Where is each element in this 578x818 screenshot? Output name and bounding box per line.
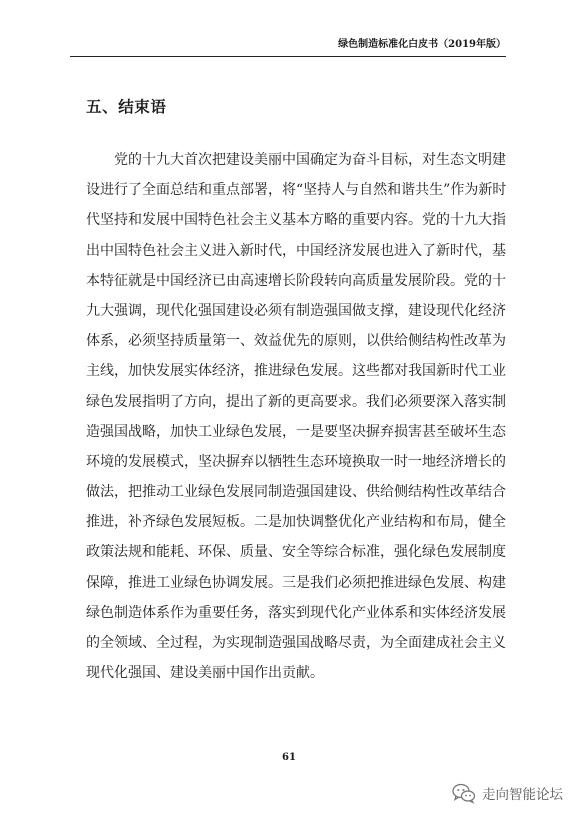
- paragraph-line: 政策法规和能耗、环保、质量、安全等综合标准，强化绿色发展制度: [86, 544, 506, 561]
- paragraph-line: 的全领域、全过程，为实现制造强国战略尽责，为全面建成社会主义: [86, 635, 506, 651]
- watermark: [452, 781, 563, 805]
- paragraph-line: 出中国特色社会主义进入新时代，中国经济发展也进入了新时代，基: [86, 242, 506, 259]
- running-header: [70, 38, 506, 57]
- header-title: 绿色制造标准化白皮书（2019年版）: [338, 39, 506, 50]
- paragraph-line: 九大强调，现代化强国建设必须有制造强国做支撑，建设现代化经济: [86, 302, 506, 319]
- paragraph-line: 保障，推进工业绿色协调发展。三是我们必须把推进绿色发展、构建: [86, 574, 506, 591]
- paragraph-line: 设进行了全面总结和重点部署，将“坚持人与自然和谐共生”作为新时: [86, 182, 507, 199]
- paragraph-line: 本特征就是中国经济已由高速增长阶段转向高质量发展阶段。党的十: [86, 272, 506, 289]
- paragraph-line: 环境的发展模式，坚决摒弃以牺牲生态环境换取一时一地经济增长的: [86, 453, 506, 470]
- paragraph-line: 代坚持和发展中国特色社会主义基本方略的重要内容。党的十九大指: [86, 212, 506, 229]
- paragraph-line: 绿色发展指明了方向，提出了新的更高要求。我们必须要深入落实制: [86, 393, 506, 410]
- paragraph-line: 推进，补齐绿色发展短板。二是加快调整优化产业结构和布局，健全: [86, 514, 506, 531]
- section-title: 五、结束语: [86, 98, 167, 116]
- body-paragraph: [86, 145, 507, 688]
- paragraph-line: 主线，加快发展实体经济，推进绿色发展。这些都对我国新时代工业: [86, 363, 506, 380]
- paragraph-line: 现代化强国、建设美丽中国作出贡献。: [86, 665, 324, 682]
- watermark-text: 走向智能论坛: [482, 787, 563, 803]
- wechat-icon: [452, 782, 476, 804]
- page-number: 61: [282, 752, 296, 763]
- paragraph-line: 造强国战略，加快工业绿色发展，一是要坚决摒弃损害甚至破坏生态: [86, 423, 506, 440]
- paragraph-line: 绿色制造体系作为重要任务，落实到现代化产业体系和实体经济发展: [86, 604, 506, 621]
- paragraph-line: 党的十九大首次把建设美丽中国确定为奋斗目标，对生态文明建: [114, 152, 506, 168]
- paragraph-line: 体系，必须坚持质量第一、效益优先的原则，以供给侧结构性改革为: [86, 333, 506, 350]
- paragraph-line: 做法，把推动工业绿色发展同制造强国建设、供给侧结构性改革结合: [86, 484, 506, 501]
